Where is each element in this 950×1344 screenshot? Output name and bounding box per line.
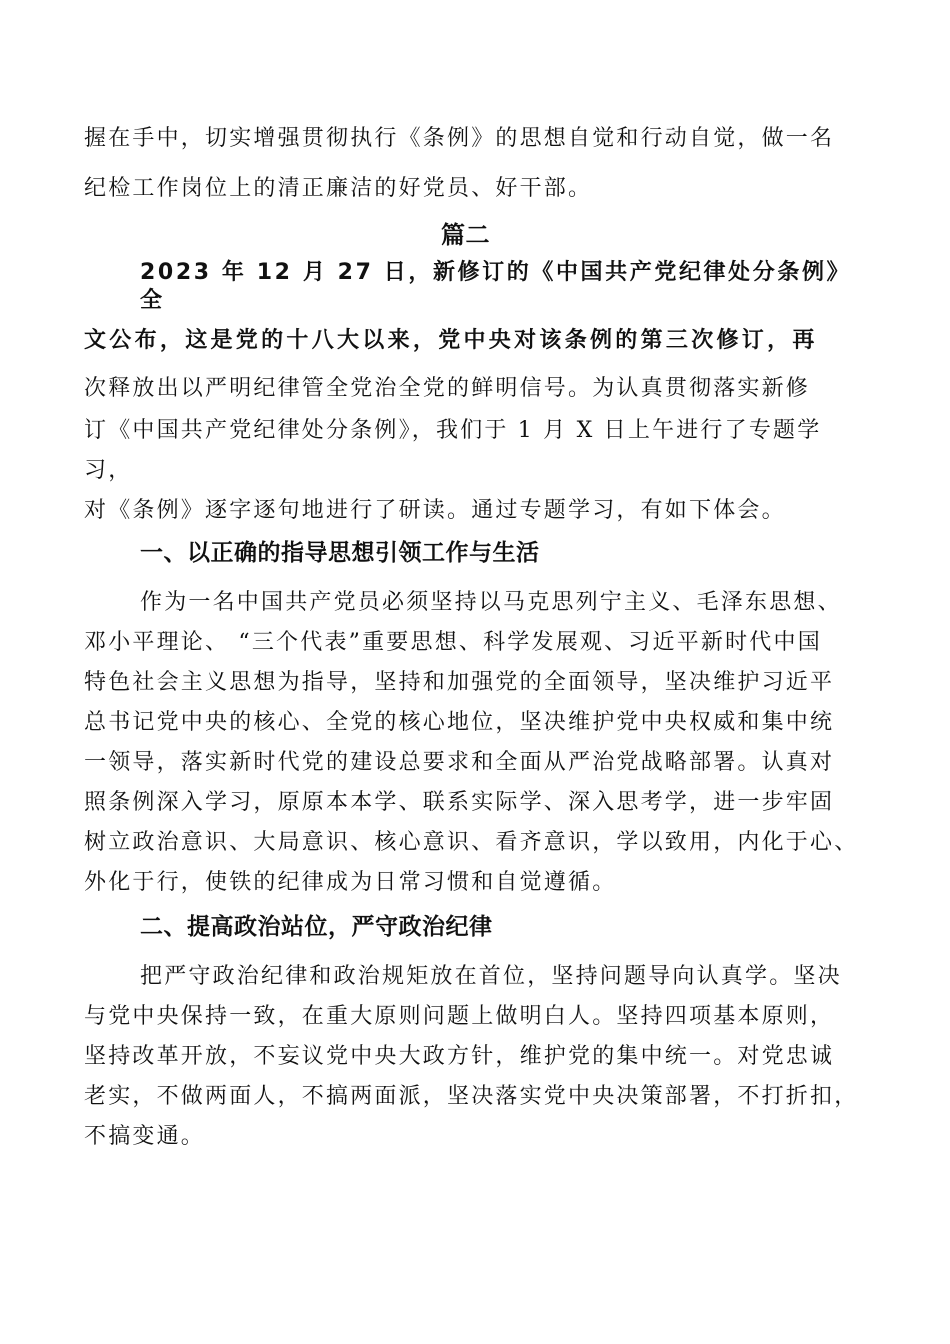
lead-line-2: 订《中国共产党纪律处分条例》，我们于 1 月 X 日上午进行了专题学: [84, 418, 822, 443]
para2-line-1: 把严守政治纪律和政治规矩放在首位，坚持问题导向认真学。坚决: [140, 964, 842, 989]
lead-bold-line-2: 全: [140, 288, 165, 313]
para2-line-4: 老实，不做两面人，不搞两面派，坚决落实党中央决策部署，不打折扣，: [84, 1084, 859, 1109]
para1-line-7: 树立政治意识、大局意识、核心意识、看齐意识，学以致用，内化于心、: [84, 830, 859, 855]
lead-line-1: 次释放出以严明纪律管全党治全党的鲜明信号。为认真贯彻落实新修: [84, 376, 811, 401]
para2-line-2: 与党中央保持一致，在重大原则问题上做明白人。坚持四项基本原则，: [84, 1004, 835, 1029]
para1-line-4: 总书记党中央的核心、全党的核心地位，坚决维护党中央权威和集中统: [84, 710, 835, 735]
heading-2: 二、提高政治站位，严守政治纪律: [140, 914, 493, 940]
lead-bold-line-3: 文公布，这是党的十八大以来，党中央对该条例的第三次修订，再: [84, 328, 818, 353]
para1-line-8: 外化于行，使铁的纪律成为日常习惯和自觉遵循。: [84, 870, 617, 895]
lead-line-4: 对《条例》逐字逐句地进行了研读。通过专题学习，有如下体会。: [84, 498, 786, 523]
para2-line-5: 不搞变通。: [84, 1124, 206, 1149]
para1-line-1: 作为一名中国共产党员必须坚持以马克思列宁主义、毛泽东思想、: [140, 590, 842, 615]
para1-line-3: 特色社会主义思想为指导，坚持和加强党的全面领导，坚决维护习近平: [84, 670, 835, 695]
intro-line-1: 握在手中，切实增强贯彻执行《条例》的思想自觉和行动自觉，做一名: [84, 126, 835, 151]
para1-line-2: 邓小平理论、 “三个代表”重要思想、科学发展观、习近平新时代中国: [84, 630, 822, 655]
lead-line-3: 习，: [84, 458, 133, 483]
para1-line-5: 一领导，落实新时代党的建设总要求和全面从严治党战略部署。认真对: [84, 750, 835, 775]
heading-1: 一、以正确的指导思想引领工作与生活: [140, 540, 540, 566]
intro-line-2: 纪检工作岗位上的清正廉洁的好党员、好干部。: [84, 176, 593, 201]
lead-bold-line-1: 2023 年 12 月 27 日，新修订的《中国共产党纪律处分条例》: [140, 260, 852, 285]
para1-line-6: 照条例深入学习，原原本本学、联系实际学、深入思考学，进一步牢固: [84, 790, 835, 815]
section-title: 篇二: [441, 221, 490, 249]
para2-line-3: 坚持改革开放，不妄议党中央大政方针，维护党的集中统一。对党忠诚: [84, 1044, 835, 1069]
